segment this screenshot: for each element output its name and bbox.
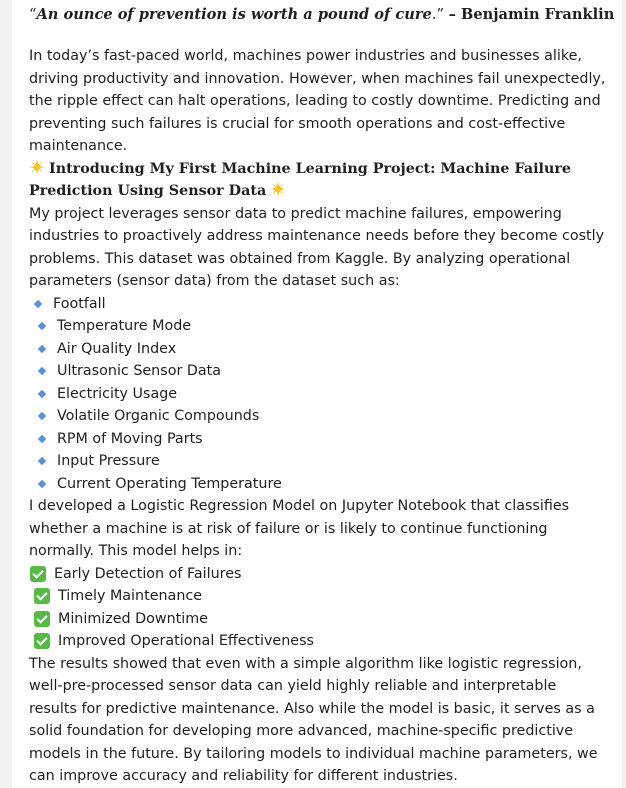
model-paragraph: I developed a Logistic Regression Model on Jupyter Notebook that classifies whether a machine is at risk of failure or is likely to continue functioning normally. This model helps in: (29, 498, 570, 559)
quote-open-mark: “ (29, 6, 37, 23)
list-item (29, 450, 608, 473)
diamond-bullet-icon (38, 345, 46, 353)
list-item-label: Improved Operational Effectiveness (58, 633, 314, 649)
list-item (29, 405, 608, 428)
list-item-label: Early Detection of Failures (54, 565, 242, 582)
list-item (29, 293, 608, 316)
list-item-label: Footfall (53, 295, 106, 312)
check-mark-icon (34, 611, 50, 627)
list-item-label: Air Quality Index (57, 340, 177, 357)
list-item (29, 315, 608, 338)
benefit-list (29, 563, 608, 653)
list-item-label: Timely Maintenance (58, 588, 203, 604)
sparkle-icon (29, 159, 45, 175)
list-item (29, 338, 608, 361)
quote-text: An ounce of prevention is worth a pound of cure (36, 6, 432, 23)
list-item-label: Electricity Usage (57, 385, 178, 402)
list-item (29, 360, 608, 383)
quote-author: – Benjamin Franklin (448, 6, 615, 23)
list-item (29, 630, 608, 653)
quote-close-mark: .” (431, 6, 444, 23)
check-mark-icon (34, 633, 50, 649)
diamond-bullet-icon (38, 412, 46, 420)
project-headline (29, 158, 608, 203)
check-mark-icon (34, 588, 50, 604)
diamond-bullet-icon (38, 457, 46, 465)
headline-text: Introducing My First Machine Learning Project: Machine Failure Prediction Using Sensor Data (29, 160, 571, 199)
list-item (29, 563, 608, 586)
list-item-label: Temperature Mode (57, 318, 192, 334)
list-item-label: Minimized Downtime (58, 610, 208, 627)
post-body (12, 0, 622, 788)
check-mark-icon (30, 566, 46, 582)
sensor-parameter-list (29, 293, 608, 496)
quote (29, 4, 615, 26)
list-item-label: Current Operating Temperature (57, 475, 282, 492)
list-item (29, 383, 608, 406)
results-paragraph: The results showed that even with a simple algorithm like logistic regression, well-pre-processed sensor data can yield highly reliable and interpretable results for predictive maintenance. Also while the model is basic, it serves as a solid foundation for developing more advanced, machine-specific predictive models in the future. By tailoring models to individual machine parameters, we can improve accuracy and reliability for different industries. (29, 655, 598, 784)
list-item (29, 428, 608, 451)
diamond-bullet-icon (38, 322, 46, 330)
sparkle-icon (270, 181, 286, 197)
list-item (29, 585, 608, 608)
diamond-bullet-icon (38, 435, 46, 443)
diamond-bullet-icon (38, 480, 46, 488)
project-paragraph: My project leverages sensor data to predict machine failures, empowering industries to proactively address maintenance needs before they become costly problems. This dataset was obtained from Kaggle. By analyzing operational parameters (sensor data) from the dataset such as: (29, 205, 605, 289)
list-item-label: Volatile Organic Compounds (57, 408, 260, 424)
diamond-bullet-icon (34, 300, 42, 308)
list-item-label: Input Pressure (57, 453, 160, 469)
diamond-bullet-icon (38, 390, 46, 398)
intro-paragraph: In today’s fast-paced world, machines power industries and businesses alike, driving productivity and innovation. However, when machines fail unexpectedly, the ripple effect can halt operations, leading to costly downtime. Predicting and preventing such failures is crucial for smooth operations and cost-effective maintenance. (29, 48, 606, 154)
diamond-bullet-icon (38, 367, 46, 375)
list-item-label: Ultrasonic Sensor Data (57, 363, 222, 379)
list-item (29, 473, 608, 496)
list-item (29, 608, 608, 631)
list-item-label: RPM of Moving Parts (57, 430, 203, 447)
